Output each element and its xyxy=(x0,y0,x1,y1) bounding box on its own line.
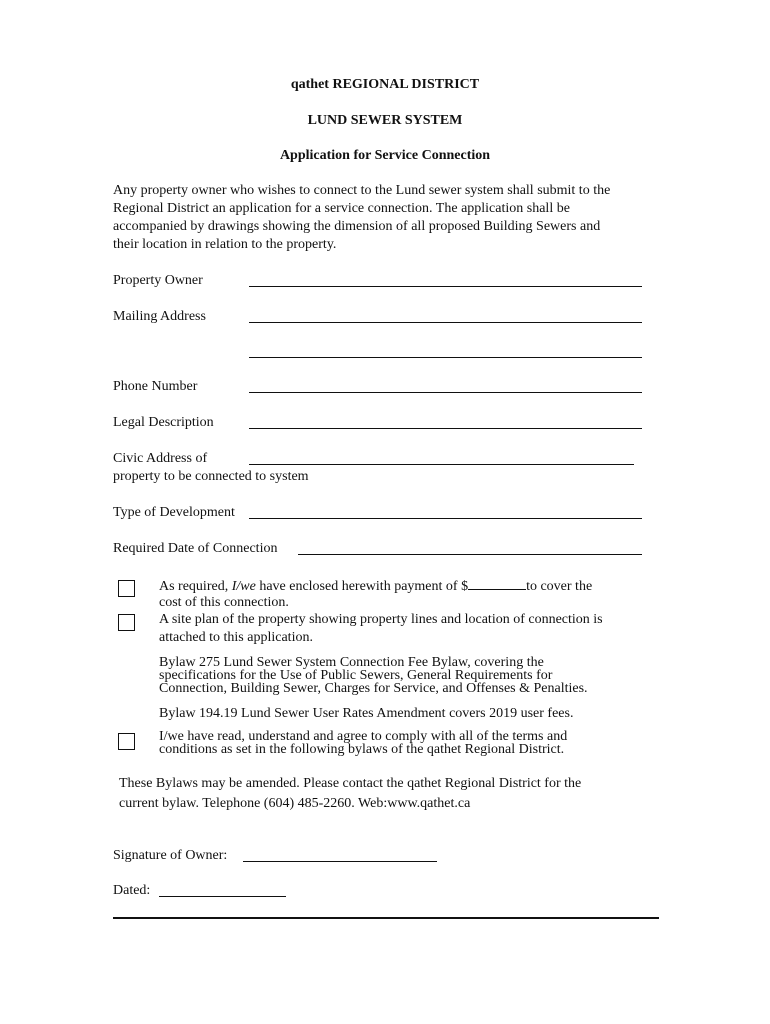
form-title: Application for Service Connection xyxy=(279,148,491,163)
payment-text-line-1 xyxy=(159,577,592,595)
civic-address-field[interactable] xyxy=(249,464,634,465)
dated-label: Dated: xyxy=(113,883,151,898)
required-date-field[interactable] xyxy=(298,554,642,555)
intro-line-3: accompanied by drawings showing the dimension of all proposed Building Sewers and xyxy=(113,219,601,234)
org-title: qathet REGIONAL DISTRICT xyxy=(290,77,480,92)
signature-field[interactable] xyxy=(243,861,437,862)
payment-checkbox[interactable] xyxy=(118,580,135,597)
mailing-address-label: Mailing Address xyxy=(113,309,206,324)
agree-checkbox[interactable] xyxy=(118,733,135,750)
civic-address-label-2: property to be connected to system xyxy=(113,469,309,484)
type-of-development-label: Type of Development xyxy=(113,505,235,520)
system-title: LUND SEWER SYSTEM xyxy=(307,113,463,128)
intro-line-2: Regional District an application for a service connection. The application shall be xyxy=(113,201,570,216)
property-owner-label: Property Owner xyxy=(113,273,203,288)
civic-address-label-1: Civic Address of xyxy=(113,451,208,466)
amend-note-line-2: current bylaw. Telephone (604) 485-2260. Web:www.qathet.ca xyxy=(119,796,471,811)
payment-text-b: have enclosed herewith payment of $ xyxy=(255,579,469,594)
intro-line-4: their location in relation to the property. xyxy=(113,237,337,252)
signature-label: Signature of Owner: xyxy=(113,848,228,863)
amend-note-line-1: These Bylaws may be amended. Please contact the qathet Regional District for the xyxy=(119,776,582,791)
phone-number-field[interactable] xyxy=(249,392,642,393)
bylaw-275-line-1: Bylaw 275 Lund Sewer System Connection Fee Bylaw, covering the xyxy=(159,655,544,670)
payment-text-c: to cover the xyxy=(526,579,593,594)
bylaw-275-line-2: specifications for the Use of Public Sewers, General Requirements for xyxy=(159,668,553,683)
site-plan-checkbox[interactable] xyxy=(118,614,135,631)
dated-field[interactable] xyxy=(159,896,286,897)
payment-text-a: As required, xyxy=(159,579,232,594)
agree-text-line-2: conditions as set in the following bylaws of the qathet Regional District. xyxy=(159,742,565,757)
bylaw-194-text: Bylaw 194.19 Lund Sewer User Rates Amendment covers 2019 user fees. xyxy=(159,706,574,721)
payment-text-iwe: I/we xyxy=(231,579,256,594)
legal-description-field[interactable] xyxy=(249,428,642,429)
type-of-development-field[interactable] xyxy=(249,518,642,519)
phone-number-label: Phone Number xyxy=(113,379,198,394)
mailing-address-field-2[interactable] xyxy=(249,357,642,358)
legal-description-label: Legal Description xyxy=(113,415,214,430)
bylaw-275-line-3: Connection, Building Sewer, Charges for Service, and Offenses & Penalties. xyxy=(159,681,588,696)
property-owner-field[interactable] xyxy=(249,286,642,287)
payment-text-line-2: cost of this connection. xyxy=(159,595,289,610)
required-date-label: Required Date of Connection xyxy=(113,541,278,556)
payment-amount-field[interactable] xyxy=(468,577,526,590)
bottom-divider xyxy=(113,917,659,919)
site-plan-text-line-1: A site plan of the property showing property lines and location of connection is xyxy=(159,612,603,627)
intro-line-1: Any property owner who wishes to connect to the Lund sewer system shall submit to the xyxy=(113,183,611,198)
mailing-address-field-1[interactable] xyxy=(249,322,642,323)
agree-text-line-1: I/we have read, understand and agree to comply with all of the terms and xyxy=(159,729,568,744)
site-plan-text-line-2: attached to this application. xyxy=(159,630,313,645)
